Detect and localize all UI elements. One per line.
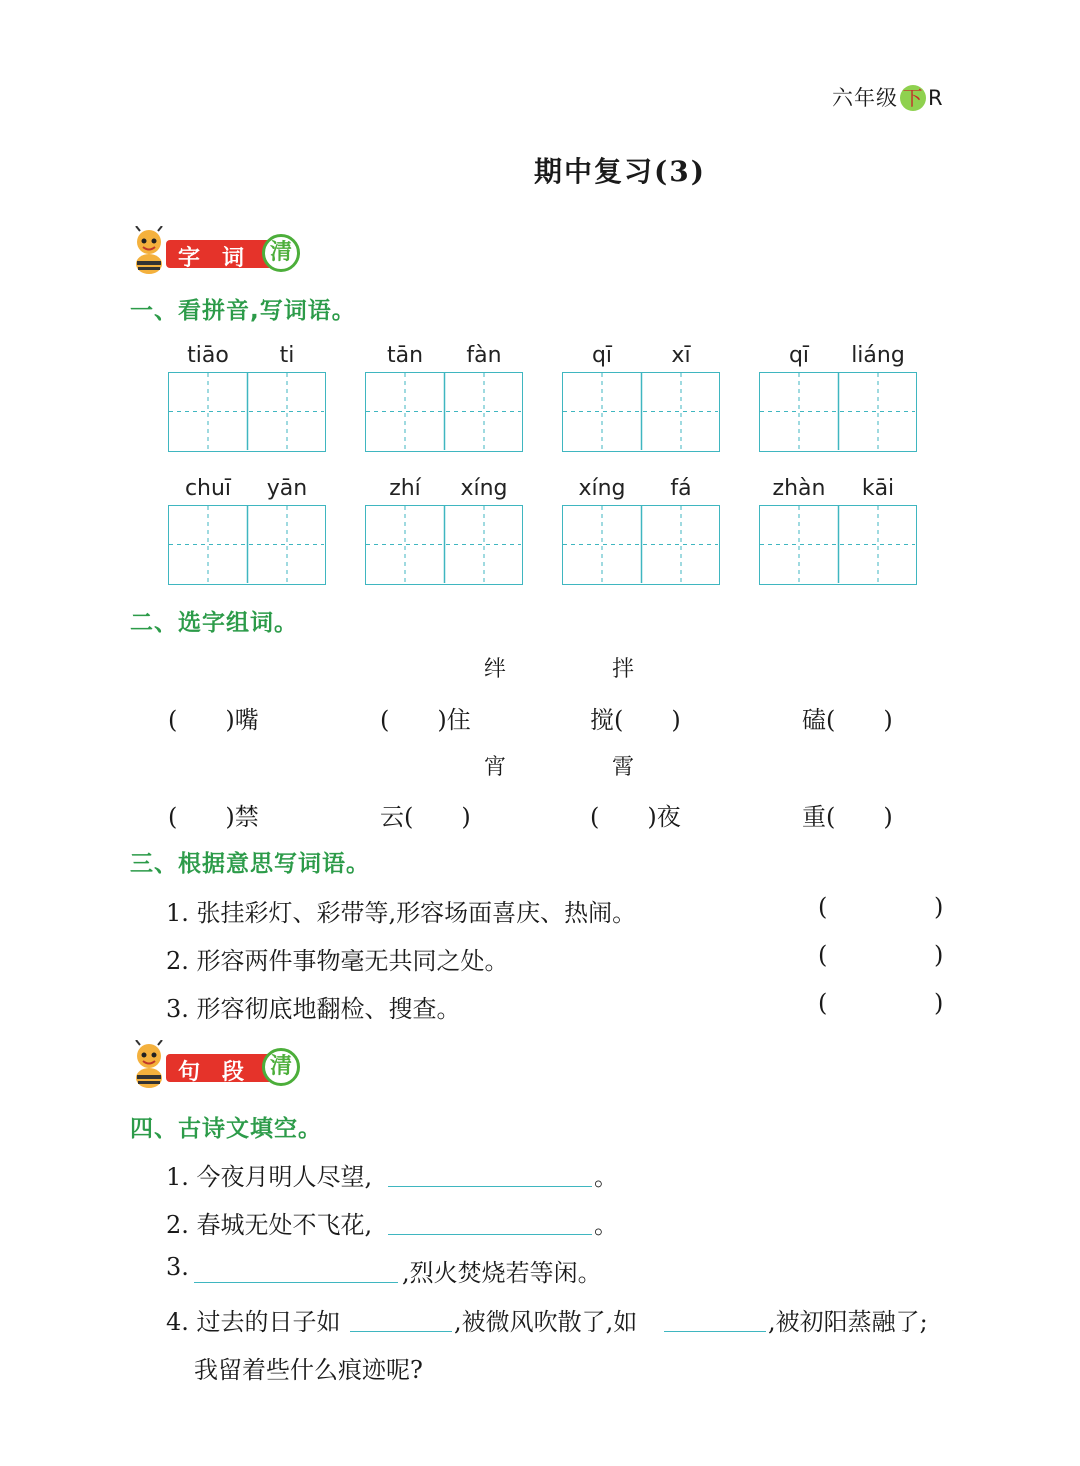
poem-line: ,烈火焚烧若等闲。 xyxy=(402,1259,602,1287)
section2-heading: 二、选字组词。 xyxy=(130,610,298,636)
pinyin: kāi xyxy=(861,476,895,501)
poem-line: 1. 今夜月明人尽望, xyxy=(166,1163,373,1191)
banner-char: 段 xyxy=(222,1060,245,1085)
fill-item[interactable]: 重( ) xyxy=(802,803,893,831)
prose-line: ,被微风吹散了,如 xyxy=(454,1308,638,1336)
pinyin: tān xyxy=(386,343,424,368)
writing-grid[interactable] xyxy=(365,505,523,585)
page-title: 期中复习(3) xyxy=(534,155,706,188)
bee-mascot-icon xyxy=(128,1040,170,1090)
prose-line: 4. 过去的日子如 xyxy=(166,1308,341,1336)
fill-item[interactable]: ( )夜 xyxy=(590,803,681,831)
fill-item[interactable]: 搅( ) xyxy=(590,706,681,734)
section-banner-words xyxy=(128,226,308,282)
option-char: 霄 xyxy=(612,755,635,780)
poem-end: 。 xyxy=(594,1211,618,1239)
option-char: 拌 xyxy=(612,657,635,682)
writing-grid[interactable] xyxy=(562,372,720,452)
fill-item[interactable]: ( )禁 xyxy=(168,803,259,831)
section-banner-sentences xyxy=(128,1040,308,1096)
grade-term-badge: 下 xyxy=(900,85,926,111)
pinyin: xíng xyxy=(578,476,626,501)
fill-item[interactable]: ( )嘴 xyxy=(168,706,259,734)
answer-blank[interactable] xyxy=(194,1254,398,1283)
answer-blank[interactable] xyxy=(388,1206,592,1235)
banner-circle: 清 xyxy=(262,234,300,272)
banner-char: 字 xyxy=(178,246,201,271)
section4-heading: 四、古诗文填空。 xyxy=(130,1116,322,1142)
grade-label xyxy=(832,82,944,112)
pinyin: zhí xyxy=(389,476,421,501)
option-char: 绊 xyxy=(484,657,507,682)
answer-blank[interactable] xyxy=(350,1303,452,1332)
fill-item[interactable]: 云( ) xyxy=(380,803,471,831)
pinyin: ti xyxy=(279,343,295,368)
answer-paren-close[interactable]: ) xyxy=(934,941,944,969)
answer-paren-close[interactable]: ) xyxy=(934,893,944,921)
pinyin: qī xyxy=(591,343,613,368)
answer-blank[interactable] xyxy=(388,1158,592,1187)
answer-paren-open[interactable]: ( xyxy=(818,989,828,1017)
banner-circle: 清 xyxy=(262,1048,300,1086)
pinyin: xī xyxy=(671,343,691,368)
writing-grid[interactable] xyxy=(365,372,523,452)
section1-heading: 一、看拼音,写词语。 xyxy=(130,298,356,324)
pinyin: fàn xyxy=(466,343,502,368)
prose-line: ,被初阳蒸融了; xyxy=(768,1308,928,1336)
writing-grid[interactable] xyxy=(168,372,326,452)
writing-grid[interactable] xyxy=(759,505,917,585)
answer-blank[interactable] xyxy=(664,1303,766,1332)
answer-paren-open[interactable]: ( xyxy=(818,893,828,921)
grade-prefix: 六年级 xyxy=(832,86,898,110)
pinyin: yān xyxy=(266,476,308,501)
writing-grid[interactable] xyxy=(562,505,720,585)
option-char: 宵 xyxy=(484,755,507,780)
pinyin: chuī xyxy=(184,476,232,501)
poem-line: 2. 春城无处不飞花, xyxy=(166,1211,373,1239)
poem-end: 。 xyxy=(594,1163,618,1191)
fill-item[interactable]: ( )住 xyxy=(380,706,471,734)
bee-mascot-icon xyxy=(128,226,170,276)
pinyin: xíng xyxy=(460,476,508,501)
poem-num: 3. xyxy=(166,1253,189,1281)
definition-item: 3. 形容彻底地翻检、搜查。 xyxy=(166,995,461,1023)
answer-paren-close[interactable]: ) xyxy=(934,989,944,1017)
fill-item[interactable]: 磕( ) xyxy=(802,706,893,734)
answer-paren-open[interactable]: ( xyxy=(818,941,828,969)
pinyin: liáng xyxy=(851,343,905,368)
pinyin: fá xyxy=(670,476,692,501)
definition-item: 2. 形容两件事物毫无共同之处。 xyxy=(166,947,509,975)
section3-heading: 三、根据意思写词语。 xyxy=(130,851,370,877)
edition-label: R xyxy=(928,86,944,110)
pinyin: zhàn xyxy=(772,476,826,501)
definition-item: 1. 张挂彩灯、彩带等,形容场面喜庆、热闹。 xyxy=(166,899,637,927)
banner-char: 词 xyxy=(222,246,245,271)
writing-grid[interactable] xyxy=(759,372,917,452)
prose-line: 我留着些什么痕迹呢? xyxy=(194,1356,423,1384)
writing-grid[interactable] xyxy=(168,505,326,585)
pinyin: qī xyxy=(788,343,810,368)
pinyin: tiāo xyxy=(187,343,229,368)
banner-char: 句 xyxy=(178,1060,201,1085)
